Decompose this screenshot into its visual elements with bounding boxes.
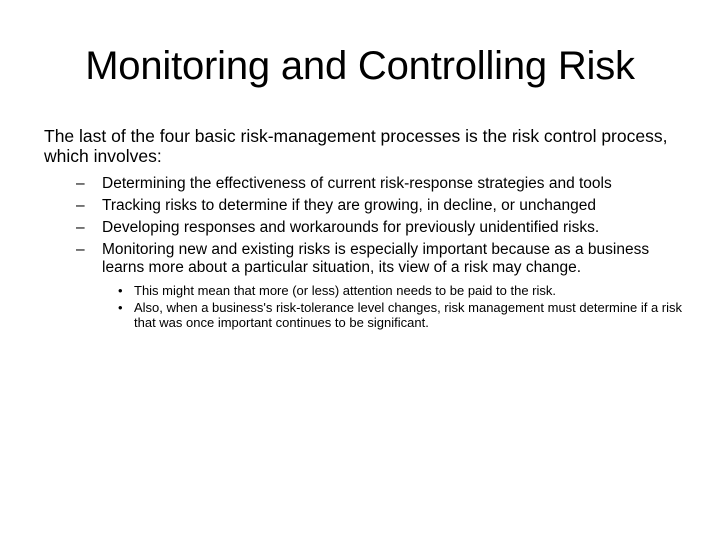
- list-item-text: Developing responses and workarounds for previously unidentified risks.: [102, 219, 600, 236]
- list-item-text: Monitoring new and existing risks is especially important because as a business learns more about a particular situation, its view of a risk may change.: [102, 241, 650, 276]
- intro-paragraph: The last of the four basic risk-management processes is the risk control process, which involves:: [44, 126, 668, 166]
- list-item-text: Tracking risks to determine if they are growing, in decline, or unchanged: [102, 197, 596, 214]
- dot-bullet-icon: •: [118, 300, 123, 315]
- list-item-text: Determining the effectiveness of current risk-response strategies and tools: [102, 175, 612, 192]
- dash-bullet-icon: –: [76, 197, 85, 214]
- sub-list-item-text: This might mean that more (or less) attention needs to be paid to the risk.: [134, 283, 556, 298]
- slide-title: Monitoring and Controlling Risk: [85, 44, 635, 88]
- list-item: [76, 175, 684, 193]
- dash-bullet-icon: –: [76, 241, 85, 258]
- sub-list-item: [118, 300, 684, 330]
- process-list: [44, 175, 684, 330]
- sub-list-item-text: Also, when a business's risk-tolerance level changes, risk management must determine if a risk that was once important continues to be significant.: [134, 300, 682, 330]
- sub-list-item: [118, 283, 684, 298]
- dot-bullet-icon: •: [118, 283, 123, 298]
- slide-body: [44, 126, 684, 334]
- dash-bullet-icon: –: [76, 175, 85, 192]
- list-item: [76, 241, 684, 330]
- list-item: [76, 219, 684, 237]
- dash-bullet-icon: –: [76, 219, 85, 236]
- list-item: [76, 197, 684, 215]
- sub-list: [102, 283, 684, 330]
